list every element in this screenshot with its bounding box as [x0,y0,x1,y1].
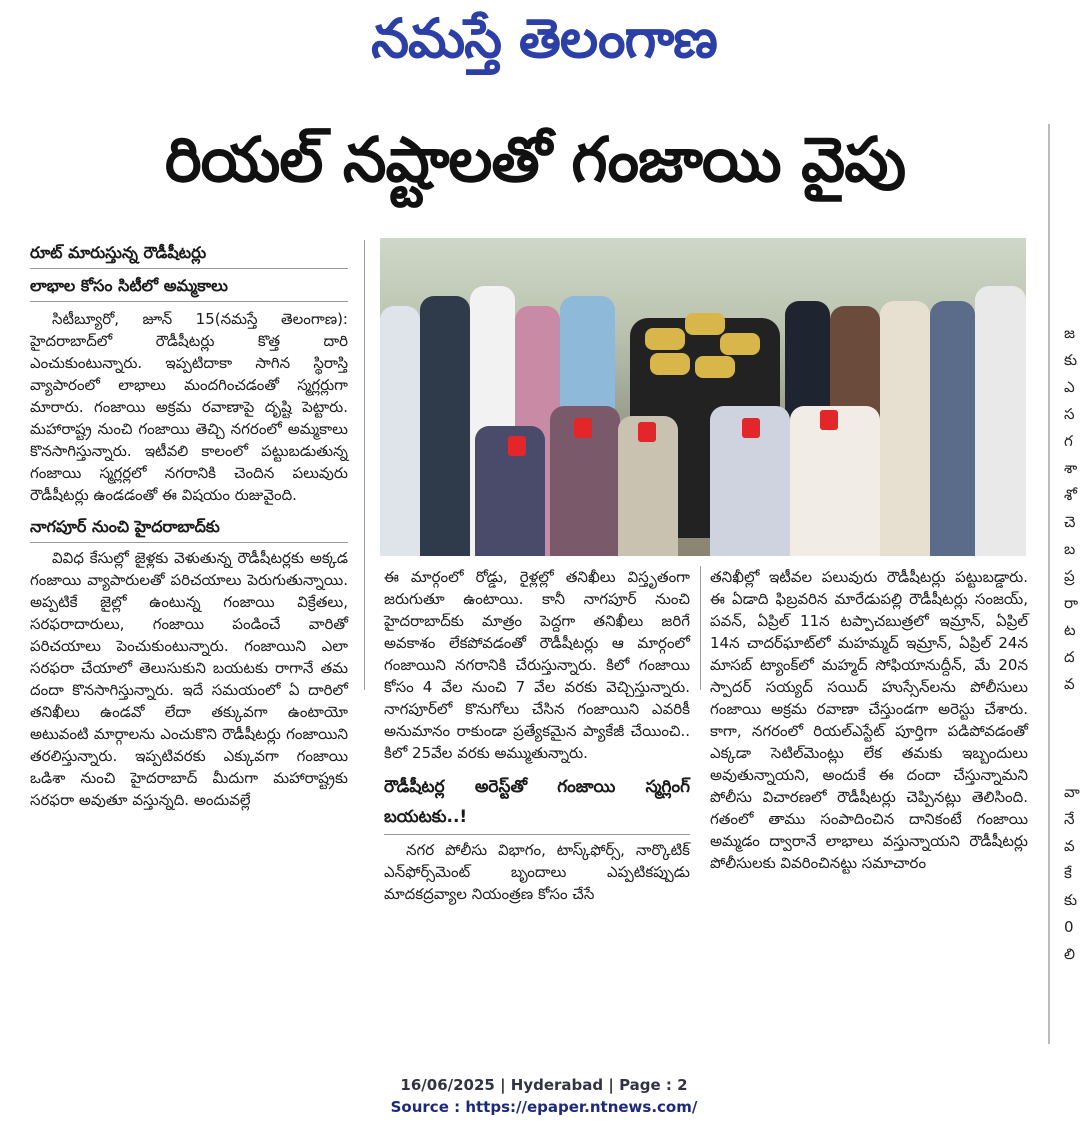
right-column [710,566,1028,874]
left-paragraph-1: సిటీబ్యూరో, జూన్ 15(నమస్తే తెలంగాణ): హైదరాబాద్‌లో రౌడీషీటర్లు కొత్త దారి ఎంచుకుంటున్నారు. ఇప్పటిదాకా సాగిన స్థిరాస్తి వ్యాపారంలో లాభాలు మందగించడంతో స్మగ్లర్లుగా మారారు. గంజాయి అక్రమ రవాణాపై దృష్టి పెట్టారు. మహారాష్ట్ర నుంచి గంజాయి తెచ్చి నగరంలో అమ్మకాలు కొనసాగిస్తున్నారు. ఇటీవలి కాలంలో పట్టుబడుతున్న గంజాయి స్మగ్లర్లలో నగరానికి చెందిన పలువురు రౌడీషీటర్లు ఉండడంతో ఈ విషయం రుజువైంది. [30,310,348,504]
column-divider [1048,124,1050,1044]
face-mask-2 [574,418,592,438]
middle-column [384,566,690,905]
left-paragraph-2: వివిధ కేసుల్లో జైళ్లకు వెళుతున్న రౌడీషీటర్లకు అక్కడ గంజాయి వ్యాపారులతో పరిచయాలు పెరుగుతున్నాయి. అప్పటికే జైల్లో ఉంటున్న గంజాయి విక్రేతలు, సరఫరాదారులు, గంజాయి పండించే వారితో పరిచయాలు పెంచుకుంటున్నారు. గంజాయిని ఎలా సరఫరా చేయాలో తెలుసుకుని బయటకు రాగానే తమ దందా కొనసాగిస్తున్నారు. ఇదే సమయంలో ఏ దారిలో తనిఖీలు ఉండవో లేదా తక్కువగా ఉంటాయో అటువంటి మార్గాలను ఎంచుకొని రౌడీషీటర్లు గంజాయిని తరలిస్తున్నారు. ఇప్పటివరకు ఎక్కువగా గంజాయి ఒడిశా నుంచి హైదరాబాద్ మీదుగా మహారాష్ట్రకు సరఫరా అవుతూ వస్తున్నది. అందువల్లే [30,549,348,809]
column-divider-left [364,240,365,690]
article-headline: రియల్ నష్టాలతో గంజాయి వైపు [164,123,906,196]
left-column [30,240,348,811]
face-mask-4 [742,418,760,438]
face-mask-1 [508,436,526,456]
middle-paragraph-1: ఈ మార్గంలో రోడ్డు, రైళ్లల్లో తనిఖీలు విస్తృతంగా జరుగుతూ ఉంటాయి. కానీ నాగపూర్ నుంచి హైదరాబాద్‌కు మాత్రం పెద్దగా తనిఖీలు జరిగే అవకాశం లేకపోవడంతో రౌడీషీటర్లు ఆ మార్గంలో గంజాయిని నగరానికి చేరుస్తున్నారు. కిలో గంజాయి కోసం 4 వేల నుంచి 7 వేల వరకు వెచ్చిస్తున్నారు. నాగపూర్‌లో కొనుగోలు చేసిన గంజాయిని ఎవరికీ అనుమానం రాకుండా ప్రత్యేకమైన ప్యాకేజీ చేయించి.. కిలో 25వేల వరకు అమ్ముతున్నారు. [384,568,690,762]
face-mask-5 [820,410,838,430]
source-line: Source : https://epaper.ntnews.com/ [390,1098,698,1116]
newspaper-masthead: నమస్తే తెలంగాణ [371,7,717,70]
adjacent-article-strip: జ కు ఎ స గ శా శో చె బ ప్ర రా ట ద వ వా నే వ కే కు 0 లి [1064,324,1080,963]
subheading-nagpur: నాగపూర్ నుంచి హైదరాబాద్‌కు [30,514,348,543]
right-paragraph-1: తనిఖీల్లో ఇటీవల పలువురు రౌడీషీటర్లు పట్టుబడ్డారు. ఈ ఏడాది ఫిబ్రవరిన మారేడుపల్లి రౌడీషీటర్లు సంజయ్, పవన్, ఏప్రిల్ 11న టప్పాచబుత్రలో ఇమ్రాన్, ఏప్రిల్ 14న చాదర్‌ఘాట్‌లో మహమ్మద్ ఇమ్రాన్, ఏప్రిల్ 24న మాసబ్ ట్యాంక్‌లో మహ్మద్ సోఫియానుద్దీన్, మే 20న స్పాదర్ సయ్యద్ సయిద్ హుస్సేన్‌లను పోలీసులు గంజాయి అక్రమ రవాణా చేస్తుండగా అరెస్టు చేశారు. కాగా, నగరంలో రియల్‌ఎస్టేట్ పూర్తిగా పడిపోవడంతో ఎక్కడా సెటిల్‌మెంట్లు లేక తమకు ఇబ్బందులు అవుతున్నాయని, అందుకే ఈ దందా చేస్తున్నామని పోలీసు విచారణలో రౌడీషీటర్లు చెప్పినట్లు తెలిసింది. గతంలో తాము సంపాదించిన దానికంటే గంజాయి అమ్మడం ద్వారానే లాభాలు వస్తున్నాయని రౌడీషీటర్లు పోలీసులకు వివరించినట్టు సమాచారం [710,568,1028,872]
footer [0,1074,1088,1118]
date-line: 16/06/2025 | Hyderabad | Page : 2 [400,1076,688,1094]
subheading-1: రూట్ మారుస్తున్న రౌడీషీటర్లు [30,240,348,269]
middle-paragraph-2: నగర పోలీసు విభాగం, టాస్క్‌ఫోర్స్, నార్కొటిక్ ఎన్‌ఫోర్స్‌మెంట్ బృందాలు ఎప్పటికప్పుడు మాదకద్రవ్యాల నియంత్రణ కోసం చేసే [384,841,690,903]
subheading-2: లాభాల కోసం సిటీలో అమ్మకాలు [30,273,348,302]
face-mask-3 [638,422,656,442]
news-photo [380,238,1026,556]
column-divider-middle [700,566,701,690]
subheading-arrest: రౌడీషీటర్ల అరెస్ట్‌తో గంజాయి స్మగ్లింగ్ బయటకు..! [384,772,690,835]
